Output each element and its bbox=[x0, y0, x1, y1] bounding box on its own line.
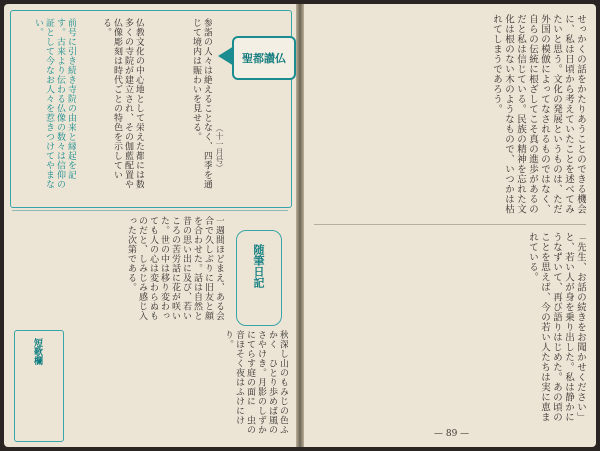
left-page bbox=[4, 4, 296, 447]
issue-date: （十一月号） bbox=[215, 124, 224, 172]
essay-title: 随筆日記 bbox=[252, 244, 265, 288]
banner-title: 聖都讃仏 bbox=[242, 52, 286, 65]
bottom-section-label: 短歌欄 bbox=[32, 338, 42, 365]
lower-article-text: 「先生、お話の続きをお聞かせください」と、若い人が身を乗り出した。私は静かにうなずいて、再び語りはじめた。あの頃のことを思えば、今の若い人たちは実に恵まれている。 bbox=[527, 232, 586, 422]
bottom-poem-text: 秋深し山のもみじの色ふかく ひとり歩めば風のさやけき。月影のしずかにてらす庭の面に 虫の音ほそく夜はふけにけり。 bbox=[223, 330, 288, 435]
magazine-spread bbox=[4, 4, 596, 447]
top-column-b: 仏教文化の中心地として栄えた都には数多くの寺院が建立され、その伽藍配置や仏像彫刻は時代ごとの特色を示している。 bbox=[101, 18, 144, 189]
section-banner bbox=[232, 36, 296, 80]
right-page bbox=[304, 4, 596, 447]
main-article-text: せっかくの話をかたりあうことのできる機会に、私は日頃から考えていたことを述べてみたいと思う。文化の発展というものは、ただ外国の模倣によってなされるものではなく、自らの伝統に根ざしてこそ真の進歩があるのだと私は信じている。民族の精神を忘れた文化は根のない木のようなもので、いつかは枯れてしまうであろう。 bbox=[491, 14, 586, 214]
divider bbox=[12, 210, 288, 211]
top-column-a: 前号に引き続き寺院の由来と縁起を記す。古来より伝わる仏像の数々は信仰の証として今なお人々を惹きつけてやまない。 bbox=[33, 18, 76, 189]
top-column-c: 参詣の人々は絶えることなく、四季を通じて境内は賑わいを見せる。 bbox=[191, 18, 212, 189]
page-number: — 89 — bbox=[434, 429, 470, 439]
divider bbox=[314, 224, 586, 225]
spine-gutter bbox=[296, 4, 304, 447]
middle-article-text: 一週間ほどまえ、ある会合で久しぶりに旧友と顔を合わせた。話は自然と昔の思い出に及び、若いころの苦労話に花が咲いた。世の中は移り変わっても人の心は変わらぬものだと、しみじみ感じ入った次第である。 bbox=[126, 216, 224, 321]
